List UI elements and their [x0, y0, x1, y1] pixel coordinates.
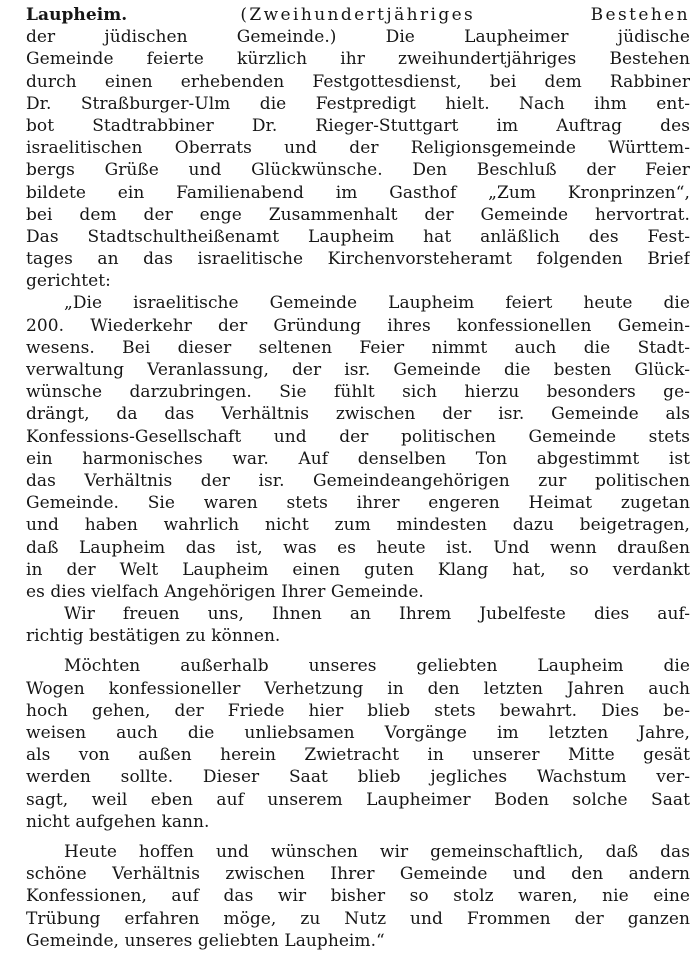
text-line: und haben wahrlich nicht zum mindesten dazu beigetragen, [26, 515, 690, 536]
text-line: Dr. Straßburger-Ulm die Festpredigt hielt. Nach ihm ent- [26, 93, 690, 114]
text-line: der jüdischen Gemeinde.) Die Laupheimer jüdische [26, 27, 690, 48]
text-line: gerichtet: [26, 271, 111, 292]
text-line: „Die israelitische Gemeinde Laupheim feiert heute die [64, 293, 690, 314]
text-line: in der Welt Laupheim einen guten Klang hat, so verdankt [26, 559, 690, 580]
text-line: das Verhältnis der isr. Gemeindeangehörigen zur politischen [26, 470, 690, 491]
text-line: Heute hoffen und wünschen wir gemeinschaftlich, daß das [64, 841, 690, 862]
text-line: Wogen konfessioneller Verhetzung in den letzten Jahren auch [26, 678, 690, 699]
text-line: wesens. Bei dieser seltenen Feier nimmt auch die Stadt- [26, 337, 690, 358]
text-line: werden sollte. Dieser Saat blieb jegliches Wachstum ver- [26, 767, 690, 788]
paragraph-2-letter [26, 292, 690, 603]
text-line: Konfessions-Gesellschaft und der politischen Gemeinde stets [26, 426, 690, 447]
text-line: israelitischen Oberrats und der Religionsgemeinde Württem- [26, 138, 690, 159]
text-line: sagt, weil eben auf unserem Laupheimer Boden solche Saat [26, 789, 690, 810]
text-line: Möchten außerhalb unseres geliebten Laupheim die [64, 656, 690, 677]
text-line: Gemeinde, unseres geliebten Laupheim.“ [26, 930, 385, 951]
text-line: tages an das israelitische Kirchenvorsteheramt folgenden Brief [26, 249, 690, 270]
text-line: weisen auch die unliebsamen Vorgänge im letzten Jahre, [26, 723, 690, 743]
text-line: daß Laupheim das ist, was es heute ist. Und wenn draußen [26, 537, 690, 558]
text-line: Wir freuen uns, Ihnen an Ihrem Jubelfeste dies auf- [64, 604, 690, 625]
text-line: bot Stadtrabbiner Dr. Rieger-Stuttgart im Auftrag des [26, 115, 690, 136]
text-line: als von außen herein Zwietracht in unserer Mitte gesät [26, 745, 690, 766]
text-line: richtig bestätigen zu können. [26, 626, 281, 647]
text-line: es dies vielfach Angehörigen Ihrer Gemeinde. [26, 581, 424, 602]
text-line: schöne Verhältnis zwischen Ihrer Gemeinde und den andern [26, 864, 690, 885]
headline-place: Laupheim. [26, 5, 128, 25]
text-line: nicht aufgehen kann. [26, 811, 210, 832]
text-line: drängt, da das Verhältnis zwischen der isr. Gemeinde als [26, 404, 690, 425]
text-line: durch einen erhebenden Festgottesdienst, bei dem Rabbiner [26, 71, 690, 92]
text-line: ein harmonisches war. Auf denselben Ton abgestimmt ist [26, 448, 690, 469]
text-line: 200. Wiederkehr der Gründung ihres konfessionellen Gemein- [26, 315, 690, 336]
text-line: Das Stadtschultheißenamt Laupheim hat anläßlich des Fest- [26, 226, 690, 247]
text-line: Trübung erfahren möge, zu Nutz und Frommen der ganzen [26, 908, 690, 929]
paragraph-3 [26, 603, 690, 647]
text-line: Gemeinde. Sie waren stets ihrer engeren Heimat zugetan [26, 493, 690, 514]
text-line: verwaltung Veranlassung, der isr. Gemeinde die besten Glück- [26, 360, 690, 380]
text-line: Konfessionen, auf das wir bisher so stolz waren, nie eine [26, 886, 690, 907]
text-line: wünsche darzubringen. Sie fühlt sich hierzu besonders ge- [26, 382, 690, 403]
text-line: Gemeinde feierte kürzlich ihr zweihundertjähriges Bestehen [26, 49, 690, 70]
paragraph-5 [26, 841, 690, 952]
text-line: bergs Grüße und Glückwünsche. Den Beschluß der Feier [26, 160, 690, 181]
text-line: bei dem der enge Zusammenhalt der Gemeinde hervortrat. [26, 204, 690, 225]
text-line: bildete ein Familienabend im Gasthof „Zum Kronprinzen“, [26, 182, 690, 203]
paragraph-4 [26, 655, 690, 833]
text-line: hoch gehen, der Friede hier blieb stets bewahrt. Dies be- [26, 700, 690, 721]
headline-line [26, 4, 690, 26]
headline-topic: (Zweihundertjähriges Bestehen [240, 5, 690, 25]
paragraph-1 [26, 26, 690, 292]
